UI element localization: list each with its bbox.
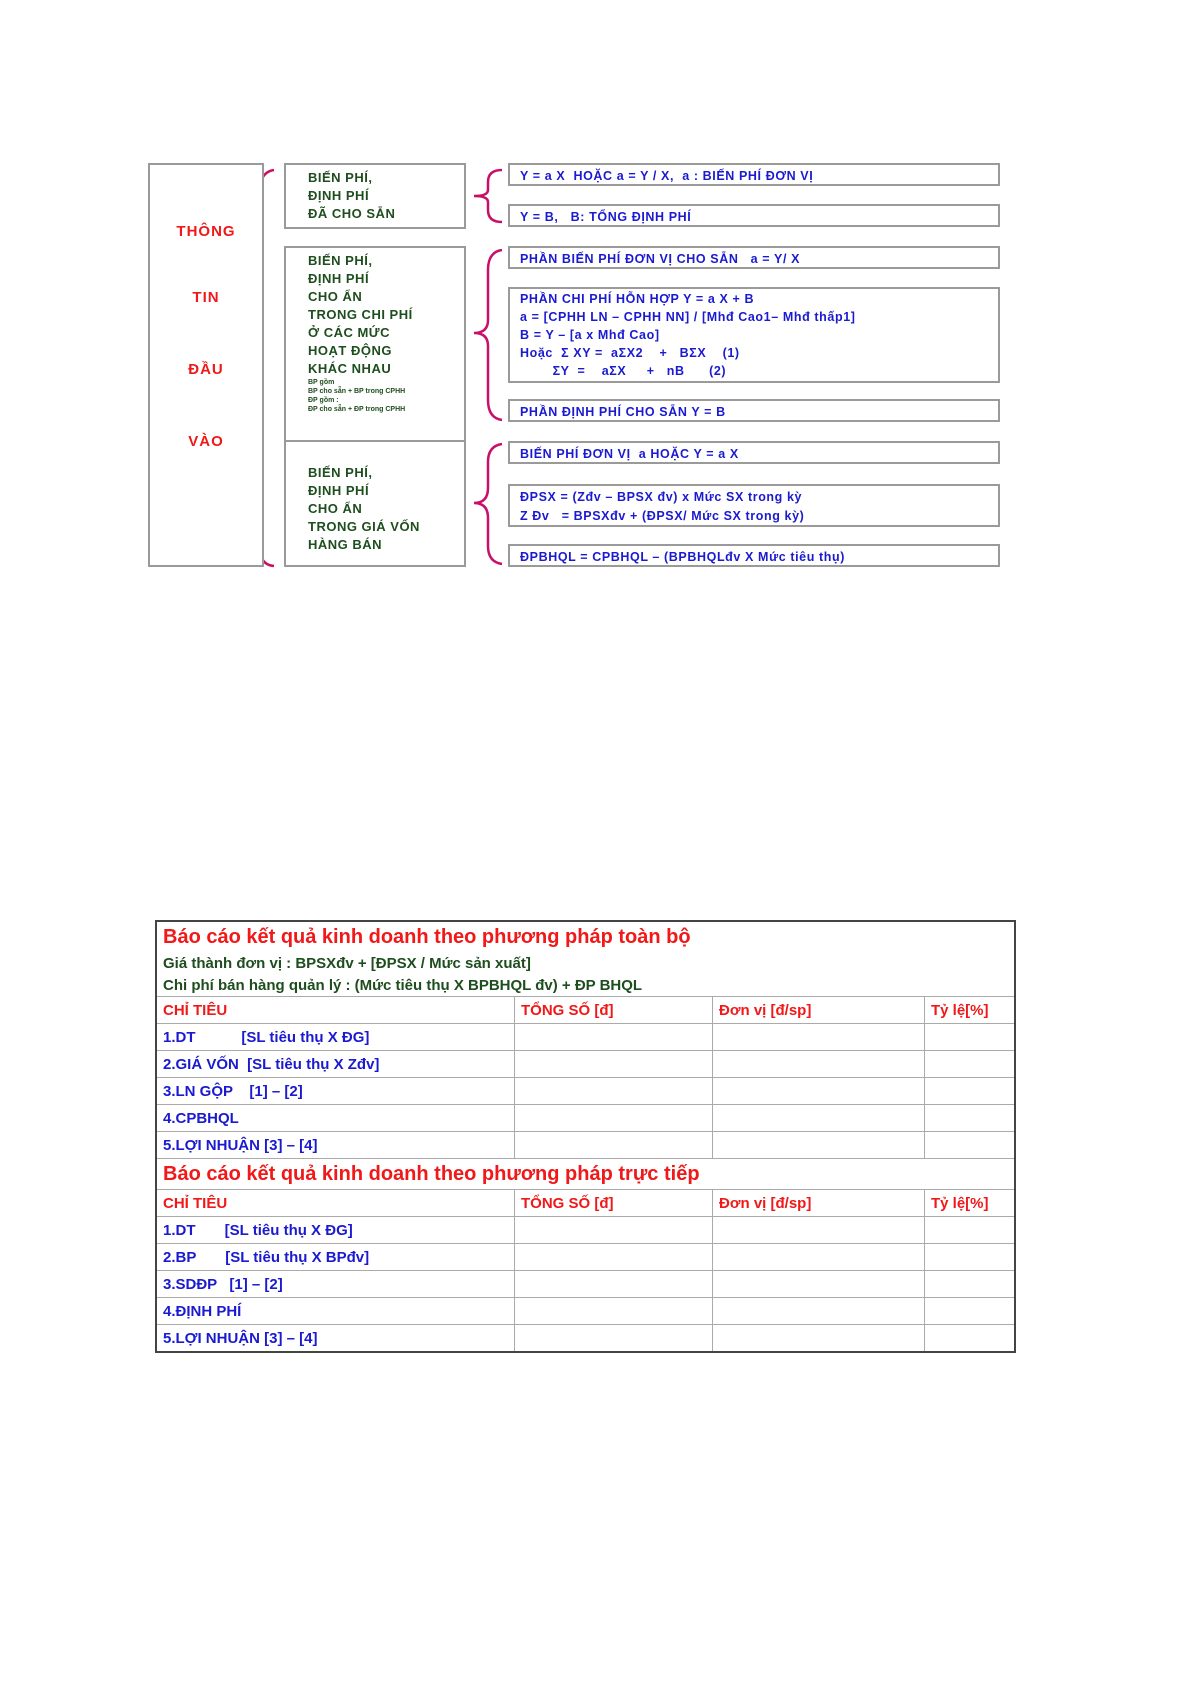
empty-cell xyxy=(925,1244,1016,1271)
text-line: ĐỊNH PHÍ xyxy=(308,188,370,203)
brace-group-1 xyxy=(474,170,502,222)
empty-cell xyxy=(925,1217,1016,1244)
row-label: 4.ĐỊNH PHÍ xyxy=(156,1298,515,1325)
text-line: CHO ẨN xyxy=(308,289,363,304)
formula-box: Y = B, B: TỔNG ĐỊNH PHÍ xyxy=(508,204,1000,227)
text-line: ĐỊNH PHÍ xyxy=(308,483,370,498)
row-label: 2.GIÁ VỐN [SL tiêu thụ X Zđv] xyxy=(156,1051,515,1078)
row-label: 3.SDĐP [1] – [2] xyxy=(156,1271,515,1298)
column-header: Đơn vị [đ/sp] xyxy=(713,1190,925,1217)
note-line: BP cho sẵn + BP trong CPHH xyxy=(308,388,406,395)
empty-cell xyxy=(713,1325,925,1353)
label-thong: THÔNG xyxy=(176,223,236,240)
formula-line: Z Đv = BPSXđv + (ĐPSX/ Mức SX trong kỳ) xyxy=(520,509,805,523)
empty-cell xyxy=(713,1217,925,1244)
row-label: 4.CPBHQL xyxy=(156,1105,515,1132)
text-line: HÀNG BÁN xyxy=(308,537,383,552)
text-line: Ở CÁC MỨC xyxy=(308,325,390,340)
empty-cell xyxy=(515,1051,713,1078)
brace-group-2 xyxy=(474,250,502,420)
group-2-box xyxy=(284,246,466,452)
table-row xyxy=(156,1271,1015,1298)
row-label: 5.LỢI NHUẬN [3] – [4] xyxy=(156,1325,515,1353)
row-label: 3.LN GỘP [1] – [2] xyxy=(156,1078,515,1105)
section-title: Báo cáo kết quả kinh doanh theo phương pháp trực tiếp xyxy=(156,1159,1015,1190)
empty-cell xyxy=(515,1132,713,1159)
formula-box-mixed-cost xyxy=(508,287,1000,383)
section-subtitle: Chi phí bán hàng quản lý : (Mức tiêu thụ X BPBHQL đv) + ĐP BHQL xyxy=(156,974,1015,997)
formula-box: BIẾN PHÍ ĐƠN VỊ a HOẶC Y = a X xyxy=(508,441,1000,464)
formula-line: B = Y – [a x Mhđ Cao] xyxy=(520,328,660,342)
empty-cell xyxy=(925,1298,1016,1325)
empty-cell xyxy=(713,1105,925,1132)
empty-cell xyxy=(713,1024,925,1051)
empty-cell xyxy=(515,1271,713,1298)
row-label: 1.DT [SL tiêu thụ X ĐG] xyxy=(156,1024,515,1051)
table-row xyxy=(156,1244,1015,1271)
empty-cell xyxy=(713,1051,925,1078)
text-line: HOẠT ĐỘNG xyxy=(308,343,392,358)
formula-box: Y = a X HOẶC a = Y / X, a : BIẾN PHÍ ĐƠN VỊ xyxy=(508,163,1000,186)
table-row xyxy=(156,1051,1015,1078)
note-line: ĐP gồm : xyxy=(308,397,339,404)
label-dau: ĐẦU xyxy=(188,361,224,378)
formula-line: Hoặc Σ XY = aΣX2 + BΣX (1) xyxy=(520,346,740,360)
income-statement-table xyxy=(155,920,1016,1353)
empty-cell xyxy=(515,1024,713,1051)
empty-cell xyxy=(713,1298,925,1325)
empty-cell xyxy=(515,1217,713,1244)
formula-line: a = [CPHH LN – CPHH NN] / [Mhđ Cao1– Mhđ thấp1] xyxy=(520,310,856,324)
column-header: Tỷ lệ[%] xyxy=(925,1190,1016,1217)
text-line: TRONG GIÁ VỐN xyxy=(308,519,420,534)
label-tin: TIN xyxy=(192,289,220,306)
formula-box: PHẦN ĐỊNH PHÍ CHO SẴN Y = B xyxy=(508,399,1000,422)
formula-box xyxy=(508,484,1000,527)
empty-cell xyxy=(925,1105,1016,1132)
empty-cell xyxy=(925,1132,1016,1159)
formula-box: ĐPBHQL = CPBHQL – (BPBHQLđv X Mức tiêu thụ) xyxy=(508,544,1000,567)
empty-cell xyxy=(925,1051,1016,1078)
text-line: ĐỊNH PHÍ xyxy=(308,271,370,286)
formula-line: PHẦN CHI PHÍ HỖN HỢP Y = a X + B xyxy=(520,292,755,306)
empty-cell xyxy=(713,1132,925,1159)
empty-cell xyxy=(925,1024,1016,1051)
empty-cell xyxy=(713,1078,925,1105)
text-line: ĐÃ CHO SẴN xyxy=(308,206,396,221)
empty-cell xyxy=(515,1298,713,1325)
empty-cell xyxy=(515,1105,713,1132)
column-header: TỔNG SỐ [đ] xyxy=(515,997,713,1024)
text-line: BIẾN PHÍ, xyxy=(308,170,373,185)
group-1-box xyxy=(284,163,466,229)
column-header: Tỷ lệ[%] xyxy=(925,997,1016,1024)
formula-line: ĐPSX = (Zđv – BPSX đv) x Mức SX trong kỳ xyxy=(520,490,803,504)
table-row xyxy=(156,1024,1015,1051)
row-label: 2.BP [SL tiêu thụ X BPđv] xyxy=(156,1244,515,1271)
text-line: KHÁC NHAU xyxy=(308,361,392,376)
empty-cell xyxy=(713,1244,925,1271)
group-3-box xyxy=(284,440,466,567)
text-line: BIẾN PHÍ, xyxy=(308,253,373,268)
column-header: CHỈ TIÊU xyxy=(156,1190,515,1217)
table-row xyxy=(156,1132,1015,1159)
header-row xyxy=(156,997,1015,1024)
note-line: ĐP cho sẵn + ĐP trong CPHH xyxy=(308,406,406,413)
table-row xyxy=(156,1325,1015,1353)
table-row xyxy=(156,1217,1015,1244)
row-label: 5.LỢI NHUẬN [3] – [4] xyxy=(156,1132,515,1159)
empty-cell xyxy=(515,1325,713,1353)
text-line: CHO ẨN xyxy=(308,501,363,516)
column-header: Đơn vị [đ/sp] xyxy=(713,997,925,1024)
empty-cell xyxy=(925,1078,1016,1105)
formula-line: ΣY = aΣX + nB (2) xyxy=(520,364,727,378)
header-row xyxy=(156,1190,1015,1217)
label-vao: VÀO xyxy=(188,433,224,450)
table-row xyxy=(156,1078,1015,1105)
text-line: TRONG CHI PHÍ xyxy=(308,307,413,322)
empty-cell xyxy=(713,1271,925,1298)
empty-cell xyxy=(515,1078,713,1105)
table-row xyxy=(156,1105,1015,1132)
brace-group-3 xyxy=(474,444,502,564)
input-info-box xyxy=(148,163,264,567)
empty-cell xyxy=(925,1325,1016,1353)
empty-cell xyxy=(515,1244,713,1271)
column-header: TỔNG SỐ [đ] xyxy=(515,1190,713,1217)
column-header: CHỈ TIÊU xyxy=(156,997,515,1024)
section-subtitle: Giá thành đơn vị : BPSXđv + [ĐPSX / Mức sản xuất] xyxy=(156,952,1015,974)
section-title: Báo cáo kết quả kinh doanh theo phương pháp toàn bộ xyxy=(156,921,1015,952)
table-row xyxy=(156,1298,1015,1325)
formula-box: PHẦN BIẾN PHÍ ĐƠN VỊ CHO SẴN a = Y/ X xyxy=(508,246,1000,269)
row-label: 1.DT [SL tiêu thụ X ĐG] xyxy=(156,1217,515,1244)
note-line: BP gồm xyxy=(308,379,335,386)
text-line: BIẾN PHÍ, xyxy=(308,465,373,480)
empty-cell xyxy=(925,1271,1016,1298)
